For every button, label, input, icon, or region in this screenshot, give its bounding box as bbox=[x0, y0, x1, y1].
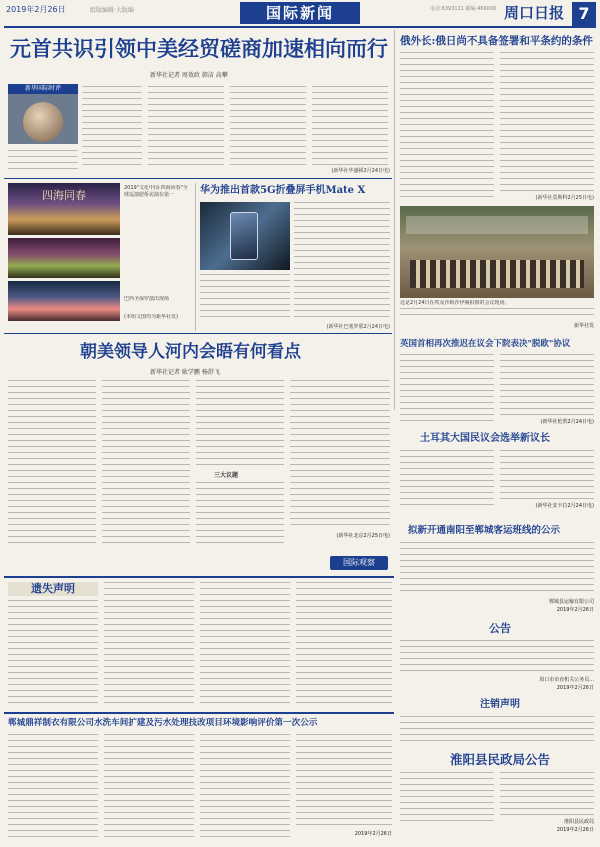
public-notice-date: 2019年2月26日 bbox=[556, 685, 594, 691]
huawei-col-1 bbox=[200, 274, 290, 322]
factory-rule bbox=[4, 712, 394, 714]
gala-banner: 四海同春 bbox=[42, 189, 86, 202]
factory-col-4 bbox=[296, 734, 392, 828]
russia-col-1 bbox=[400, 52, 494, 202]
gala-photo-3 bbox=[8, 281, 120, 321]
turkey-dateline: (新华社安卡拉2月24日电) bbox=[535, 503, 594, 509]
lost-notice-headline: 遗失声明 bbox=[8, 582, 98, 596]
public-notice-body bbox=[400, 640, 594, 674]
gala-divider bbox=[195, 183, 196, 331]
factory-col-3 bbox=[200, 734, 290, 838]
gala-caption-brazil: 巴西圣保罗演出现场 bbox=[124, 296, 170, 302]
summit-photo bbox=[400, 206, 594, 298]
korea-dateline: (新华社北京2月25日电) bbox=[336, 533, 390, 539]
editor-credit: 组版编辑·大版编 bbox=[90, 7, 134, 14]
huawei-col-2 bbox=[294, 202, 390, 322]
lead-col-2 bbox=[148, 86, 224, 170]
lost-notice-col-4 bbox=[296, 582, 392, 708]
column-divider bbox=[394, 30, 395, 410]
summit-caption-more bbox=[400, 308, 594, 320]
newspaper-logo: 周口日报 bbox=[504, 4, 565, 22]
uk-dateline: (新华社伦敦2月24日电) bbox=[540, 419, 594, 425]
rail-body bbox=[400, 542, 594, 594]
huawei-photo bbox=[200, 202, 290, 270]
uk-col-2 bbox=[500, 354, 594, 416]
russia-col-2 bbox=[500, 52, 594, 192]
cancel-notice-headline: 注销声明 bbox=[480, 699, 520, 710]
factory-col-1 bbox=[8, 734, 98, 838]
civil-col-1 bbox=[400, 772, 494, 824]
summit-caption: 这是2月24日在埃及沙姆沙伊赫拍摄的会议现场。 bbox=[400, 300, 510, 306]
lead-headline: 元首共识引领中美经贸磋商加速相向而行 bbox=[10, 36, 388, 61]
gala-photo-2 bbox=[8, 238, 120, 278]
huawei-headline: 华为推出首款5G折叠屏手机Mate X bbox=[200, 185, 366, 196]
civil-headline: 淮阳县民政局公告 bbox=[449, 752, 550, 767]
summit-credit: 新华社发 bbox=[573, 323, 594, 329]
korea-tag: 国际观察 bbox=[330, 556, 388, 570]
contact-info: 电话:6393121 邮编:466000 bbox=[430, 6, 497, 12]
russia-dateline: (新华社莫斯科2月25日电) bbox=[535, 195, 594, 201]
rail-company: 郸城县运输有限公司 bbox=[548, 599, 594, 605]
korea-col-1 bbox=[8, 380, 96, 544]
factory-col-2 bbox=[104, 734, 194, 838]
gala-credit: (本组文图均为新华社发) bbox=[124, 314, 178, 320]
header-rule bbox=[4, 26, 596, 28]
portrait bbox=[23, 102, 63, 142]
civil-date: 2019年2月26日 bbox=[556, 827, 594, 833]
civil-org: 淮阳县民政局 bbox=[563, 819, 594, 825]
lead-byline: 新华社记者 周效政 韩洁 高攀 bbox=[150, 72, 228, 79]
lead-col-0 bbox=[8, 150, 78, 174]
public-notice-headline: 公告 bbox=[489, 622, 511, 635]
factory-headline: 郸城鼎祥制衣有限公司水洗车间扩建及污水处理技改项目环境影响评价第一次公示 bbox=[8, 718, 318, 728]
summit-banner bbox=[406, 216, 588, 234]
lost-notice-col-3 bbox=[200, 582, 290, 708]
korea-subhead: 三大议题 bbox=[213, 472, 238, 478]
korea-col-2 bbox=[102, 380, 190, 544]
korea-col-3b bbox=[196, 482, 284, 544]
gala-photo-main bbox=[8, 183, 120, 235]
korea-headline: 朝美领导人河内会晤有何看点 bbox=[80, 342, 301, 362]
rail-date: 2019年2月26日 bbox=[556, 607, 594, 613]
lost-notice-col-1 bbox=[8, 600, 98, 708]
phone-shape bbox=[230, 212, 258, 260]
russia-headline: 俄外长:俄日尚不具备签署和平条约的条件 bbox=[400, 35, 593, 47]
lead-col-3 bbox=[230, 86, 306, 170]
section-rule bbox=[4, 178, 392, 179]
factory-date: 2019年2月26日 bbox=[354, 831, 392, 837]
public-notice-org: 周口市市直机关公务员... bbox=[539, 677, 594, 683]
korea-col-4 bbox=[290, 380, 390, 530]
lost-notice-col-2 bbox=[104, 582, 194, 708]
rail-headline: 拟新开通南阳至郸城客运班线的公示 bbox=[408, 525, 561, 536]
turkey-headline: 土耳其大国民议会选举新议长 bbox=[420, 433, 550, 444]
section-title: 国际新闻 bbox=[240, 2, 360, 24]
section-rule-2 bbox=[4, 333, 392, 334]
korea-col-3a bbox=[196, 380, 284, 466]
lead-photo-label: 新华国际时评 bbox=[8, 84, 78, 94]
korea-byline: 新华社记者 耿学鹏 杨舒飞 bbox=[150, 369, 220, 376]
turkey-col-1 bbox=[400, 450, 494, 510]
page-number: 7 bbox=[572, 2, 596, 26]
gala-caption-main: 2019"文化中国·四海同春"全球巡演慰侨访演在第一 bbox=[124, 185, 188, 198]
summit-audience bbox=[410, 260, 584, 288]
civil-col-2 bbox=[500, 772, 594, 816]
lead-photo bbox=[8, 84, 78, 144]
lead-col-4 bbox=[312, 86, 388, 166]
lead-dateline: (新华社华盛顿2月24日电) bbox=[331, 168, 390, 174]
uk-col-1 bbox=[400, 354, 494, 426]
lead-col-1 bbox=[82, 86, 142, 170]
ads-rule bbox=[4, 576, 394, 578]
uk-headline: 英国首相再次推迟在议会下院表决"脱欧"协议 bbox=[400, 339, 571, 349]
huawei-dateline: (新华社巴塞罗那2月24日电) bbox=[326, 324, 390, 330]
cancel-notice-body bbox=[400, 716, 594, 746]
edition-date: 2019年2月26日 bbox=[6, 5, 66, 14]
turkey-col-2 bbox=[500, 450, 594, 500]
